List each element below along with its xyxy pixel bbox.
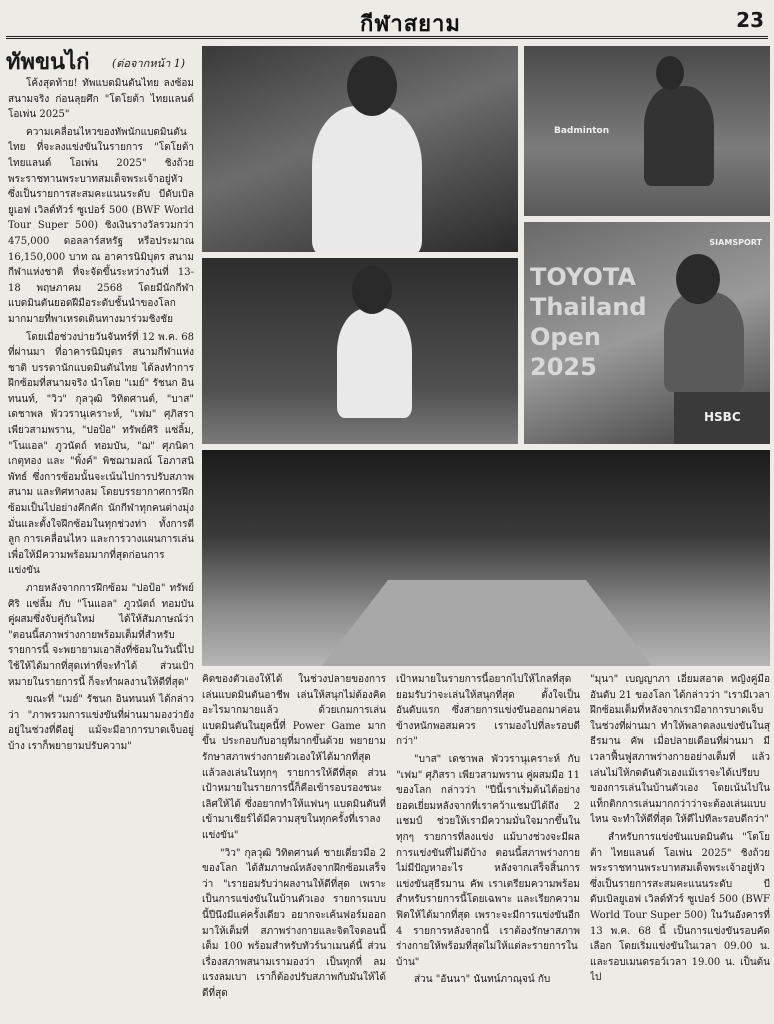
- player-head: [656, 56, 684, 90]
- headline: ทัพขนไก่: [6, 50, 90, 75]
- article-column-3: [396, 672, 580, 1022]
- newspaper-logo: กีฬาสยาม: [360, 12, 461, 37]
- paragraph: ขณะที่ "เมย์" รัชนก อินทนนท์ ได้กล่าวว่า "ภาพรวมการแข่งขันที่ผ่านมามองว่ายังอยู่ในช่วงที่ดีอยู่ แม้จะมีอาการบาดเจ็บอยู่บ้าง เราก็พยายามปรับความ": [8, 694, 194, 752]
- player-figure: [312, 106, 422, 252]
- player-head: [352, 266, 392, 314]
- paragraph: เป้าหมายในรายการนี้อยากไปให้ไกลที่สุด ยอมรับว่าจะเล่นให้สนุกที่สุด ตั้งใจเป็นอันดับแรก ซึ่งสายการแข่งขันออกมาค่อนข้างหนักพอสมควร เรามองไปที่ละรอบดีกว่า": [396, 674, 580, 748]
- article-column-1: [8, 76, 194, 1021]
- badminton-court: [322, 580, 652, 666]
- article-column-2: [202, 672, 386, 1022]
- continued-note: (ต่อจากหน้า 1): [112, 57, 186, 70]
- banner-text: Badminton: [554, 126, 610, 136]
- photo-arena: [202, 450, 770, 666]
- tournament-text: TOYOTA Thailand Open 2025: [530, 263, 647, 381]
- masthead-rule: [6, 36, 768, 39]
- brand-text: SIAMSPORT: [709, 238, 762, 247]
- paragraph: "มุนา" เบญญาภา เอี่ยมสอาด หญิงคู่มืออันดับ 21 ของโลก ได้กล่าวว่า "เรามีเวลาฝึกซ้อมเต็มที่หลังจากเรามีอาการบาดเจ็บในช่วงที่ผ่านมา ทำให้พลาดลงแข่งขันในสุธีรมาน คัพ เมื่อปลายเดือนที่ผ่านมา มีเวลาฟื้นฟูสภาพร่างกายอย่างเต็มที่ แล้วเล่นไม่ให้กดดันตัวเองแม้เราจะได้เปรียบของการเล่นในบ้านตัวเอง โดยเน้นไปในแท็กติกการเล่นมากกว่าว่าจะต้องเล่นแบบไหน จะทำให้ดีที่สุด ให้ดีไปทีละรอบดีกว่า": [590, 674, 770, 826]
- paragraph: โดยเมื่อช่วงบ่ายวันจันทร์ที่ 12 พ.ค. 68 ที่ผ่านมา ที่อาคารนิมิบุตร สนามกีฬาแห่งชาติ บรรดานักแบดมินตันไทย ได้ลงทำการฝึกซ้อมที่สนามจริง นำโดย "เมย์" รัชนก อินทนนท์, "วิว" กุลวุฒิ วิทิตศานต์, "บาส" เดชาพล พัววรานุเคราะห์, "เฟม" ศุภิสรา เพียวสามพราน, "ปอป้อ" ทรัพย์ศิริ แซ่ลิ้ม, "โนแอล" ภูวนัตถ์ ทอมบัน, "ฌ" ศุภนิดา เกตุทอง และ "พิ้งค์" พิชฌามลณ์ โอภาสนิพัทธ์ ซึ่งการซ้อมนั้นจะเน้นไปการปรับสภาพสนาม และทิศทางลม โดยบรรยากาศการฝึกซ้อมเป็นไปอย่างคึกคัก นักกีฬาทุกคนต่างมุ่งมั่นและตั้งใจฝึกซ้อมในทุกช่วงท่า ทั้งการตีลูก การเคลื่อนไหว และการวางแผนการเล่น เพื่อให้มีความพร้อมมากที่สุดก่อนการแข่งขัน: [8, 331, 194, 577]
- player-figure: [664, 292, 744, 392]
- paragraph: "บาส" เดชาพล พัววรานุเคราะห์ กับ "เฟม" ศุภิสรา เพียวสามพราน คู่ผสมมือ 11 ของโลก กล่าวว่า "ปีนี้เราเริ่มต้นได้อย่างยอดเยี่ยมหลังจากที่เราคว้าแชมป์ได้ถึง 2 แชมป์ ช่วยให้เรามีความมั่นใจมากขึ้นในทุกๆ รายการที่ลงแข่ง แม้บางช่วงจะมีผลการแข่งขันที่ไม่ดีบ้าง ตอนนี้สภาพร่างกายไม่มีปัญหาอะไร หลังจากเสร็จสิ้นการแข่งขันสุธีรมาน คัพ เราเตรียมความพร้อมสำหรับรายการนี้โดยเฉพาะ และเรียกความฟิตให้ได้มากที่สุด เพราะจะมีการแข่งขันอีก 4 รายการหลังจากนี้ เราต้องรักษาสภาพร่างกายให้พร้อมที่สุดไม่ให้แต่ละรายการในบ้าน": [396, 753, 580, 968]
- photo-player-serving: [202, 46, 518, 252]
- paragraph: "วิว" กุลวุฒิ วิทิตศานต์ ชายเดี่ยวมือ 2 ของโลก ได้สัมภาษณ์หลังจากฝึกซ้อมเสร็จว่า "เรายอมรับว่าผลงานให้ดีที่สุด เพราะเป็นการแข่งขันในบ้านตัวเอง รายการแบบนี้ปีนึงมีแค่ครั้งเดียว อยากจะเค้นฟอร์มออกมาให้เต็มที่ สภาพร่างกายและจิตใจตอนนี้เต็ม 100 พร้อมสำหรับทัวร์นาเมนต์นี้ ส่วนเรื่องสภาพสนามเรามองว่า เป็นทุกที่ ลมแรงลมเบา เราก็ต้องปรับสภาพกับมันให้ได้ดีที่สุด: [202, 847, 386, 999]
- player-figure: [644, 86, 714, 186]
- paragraph: ความเคลื่อนไหวของทัพนักแบดมินตันไทย ที่จะลงแข่งขันในรายการ "โตโยต้า ไทยแลนด์ โอเพ่น 2025" ชิงถ้วยพระราชทานพระบาทสมเด็จพระเจ้าอยู่หัว ซึ่งเป็นรายการสะสมคะแนนระดับ บีดับเบิลยูเอฟ เวิลด์ทัวร์ ซูเปอร์ 500 (BWF World Tour Super 500) ชิงเงินรางวัลรวมกว่า 475,000 ดอลลาร์สหรัฐ หรือประมาณ 16,150,000 บาท ณ อาคารนิมิบุตร สนามกีฬาแห่งชาติ ที่จะจัดขึ้นระหว่างวันที่ 13-18 พฤษภาคม 2568 โดยมีนักกีฬาแบดมินตันยอดฝีมือระดับชั้นนำของโลกมากมายที่พาเหรดเดินทางมาร่วมชิงชัย: [8, 126, 194, 325]
- article-column-4: [590, 672, 770, 1022]
- paragraph: ภายหลังจากการฝึกซ้อม "ปอป้อ" ทรัพย์ศิริ แซ่ลิ้ม กับ "โนแอล" ภูวนัตถ์ ทอมบัน คู่ผสมซึ่งจับคู่กันใหม่ ได้ให้สัมภาษณ์ว่า "ตอนนี้สภาพร่างกายพร้อมเต็มที่สำหรับรายการนี้ จะพยายามเอาสิ่งที่ซ้อมในวันนี้ไปใช้ให้ได้มากที่สุดเท่าที่จะทำได้ ส่วนเป้าหมายในรายการนี้ ก็จะทำผลงานให้ดีที่สุด": [8, 583, 194, 688]
- sponsor-board: [674, 392, 770, 444]
- sponsor-text: HSBC: [704, 410, 741, 424]
- player-head: [676, 254, 720, 304]
- paragraph: สำหรับการแข่งขันแบดมินตัน "โตโยต้า ไทยแลนด์ โอเพ่น 2025" ชิงถ้วยพระราชทานพระบาทสมเด็จพระเจ้าอยู่หัว ซึ่งเป็นรายการสะสมคะแนนระดับ บีดับเบิลยูเอฟ เวิลด์ทัวร์ ซูเปอร์ 500 (BWF World Tour Super 500) ในวันอังคารที่ 13 พ.ค. 68 นี้ เป็นการแข่งขันรอบคัดเลือก โดยเริ่มแข่งขันในเวลา 09.00 น. และรอบเมนดรอว์เวลา 19.00 น. เป็นต้นไป: [590, 831, 770, 984]
- photo-player-smash: [202, 258, 518, 444]
- player-figure: [337, 308, 412, 418]
- masthead: [0, 0, 774, 40]
- photo-player-smiling: [524, 222, 770, 444]
- paragraph: ส่วน "อันนา" นันทน์ภาณุจน์ กับ: [414, 974, 551, 986]
- paragraph: คิดของตัวเองให้ได้ ในช่วงปลายของการเล่นแบดมินตันอาชีพ เล่นให้สนุกไม่ต้องคิดอะไรมากมายแล้ว ด้วยเกมการเล่นแบดมินตันในยุคนี้ที่ Power Game มากขึ้น ประกอบกับอายุที่มากขึ้นด้วย พยายามรักษาสภาพร่างกายตัวเองให้ได้มากที่สุด แล้วลงเล่นในทุกๆ รายการให้ดีที่สุด ส่วนเป้าหมายในรายการนี้ก็คือเข้ารอบรองชนะเลิศให้ได้ ซึ่งอยากทำให้แฟนๆ แบดมินตันที่เข้ามาเชียร์ได้มีความสุขในทุกครั้งที่เราลงแข่งขัน": [202, 674, 386, 841]
- page-number: 23: [736, 8, 764, 32]
- player-head: [347, 56, 397, 116]
- paragraph: โค้งสุดท้าย! ทัพแบดมินตันไทย ลงซ้อมสนามจริง ก่อนลุยศึก "โตโยต้า ไทยแลนด์ โอเพ่น 2025": [8, 78, 194, 121]
- photo-player-lunge: [524, 46, 770, 216]
